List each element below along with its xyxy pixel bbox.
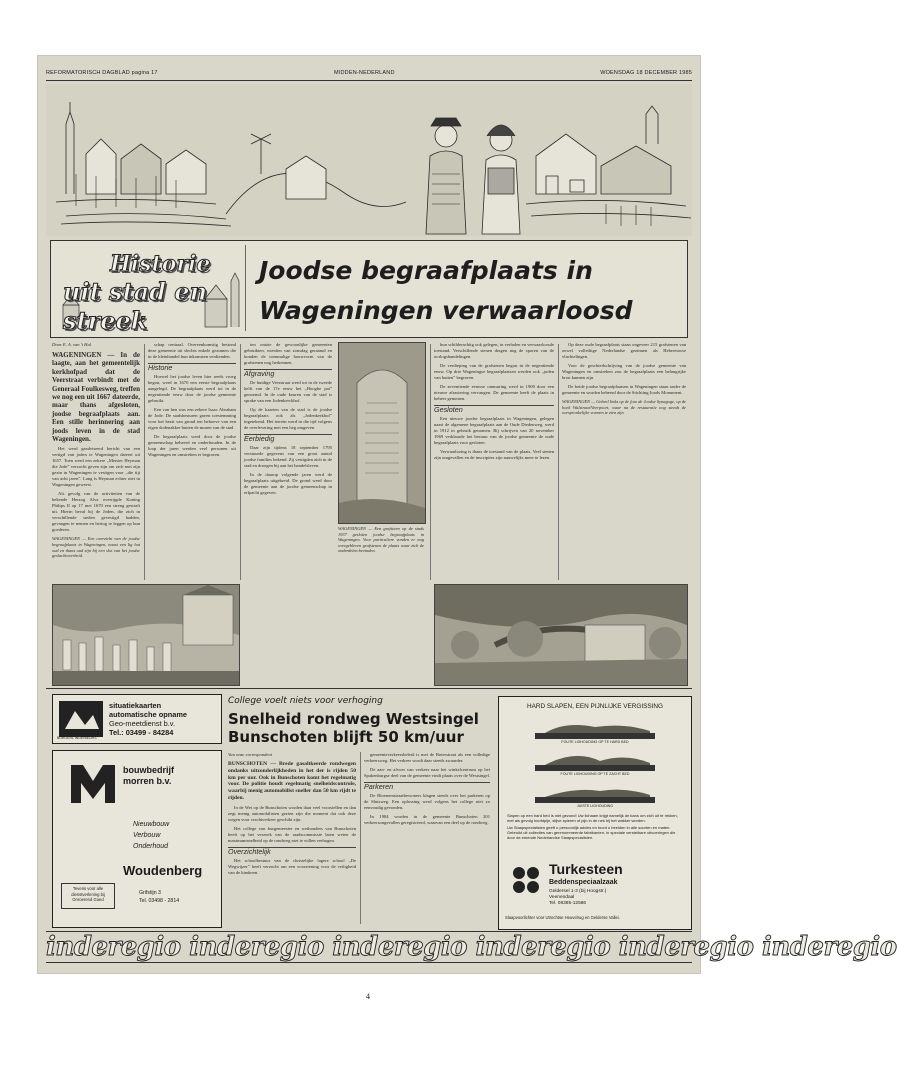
- ad-morren: [52, 750, 222, 928]
- morren-service: Nieuwbouw: [133, 821, 170, 828]
- turkesteen-city: Veenendaal: [549, 895, 575, 900]
- article2-headline-line2: Bunschoten blijft 50 km/uur: [228, 728, 464, 746]
- column-separator: [144, 344, 145, 580]
- article-col-2: [148, 342, 236, 582]
- column-separator: [558, 344, 559, 580]
- article2-p3: Het schoolbestuur van de christelijke lagere school „De Wegwijzer” heeft verzocht om een voorziening voor de veiligheid van de kinderen.: [228, 857, 356, 875]
- article-col-6: [562, 342, 686, 582]
- morren-logo-icon: [69, 761, 117, 805]
- sleep-posture-illustration: [525, 715, 665, 811]
- turkesteen-sub: Beddenspeciaalzaak: [549, 879, 618, 886]
- morren-contact: [139, 889, 179, 905]
- section-rule: [46, 688, 692, 689]
- article2-p2: Het college van burgemeester en wethouders van Bunschoten heeft op het verzoek van de raadscommissie laten weten de maximumsnelheid op de rondweg niet te willen verhogen.: [228, 825, 356, 843]
- article2-kicker: College voelt niets voor verhoging: [228, 696, 383, 706]
- morren-service: Onderhoud: [133, 843, 169, 850]
- main-headline: [259, 251, 679, 331]
- column-separator: [360, 752, 361, 924]
- gravestone-image: [339, 343, 425, 523]
- article-col-5: [434, 342, 554, 582]
- article-col-3: [244, 342, 332, 682]
- headline-line2: Wageningen verwaarloosd: [259, 296, 633, 325]
- slapen-body: [507, 813, 683, 840]
- synagogue-image: [435, 585, 687, 685]
- article-p16: Verwaarlozing is thans de toestand van de plaats. Veel stenen zijn omgevallen en de inscripties zijn nauwelijks meer te lezen.: [434, 449, 554, 460]
- geo-logo-icon: [59, 701, 103, 737]
- geo-logo-caption: BURGERL INGENIEURS: [57, 736, 97, 740]
- header-rule: [46, 80, 692, 81]
- slapen-title: HARD SLAPEN, EEN PIJNLIJKE VERGISSING: [526, 703, 664, 710]
- photo-caption-3: WAGENINGEN — Gebeel links op de foto de Joodse Synagoge, op de hoek Walstraat/Veerpoort, waar na de restauratie nog steeds de oorspronkelijke vormen te zien zijn.: [562, 399, 686, 416]
- gravestone-photo: [338, 342, 426, 524]
- article-p2: Als gevolg van de activiteiten van de bekende Herzog Alva overrijgde Koning Philips II op 17 mei 1670 een streng gestraft uit. Hierin beval hij de Joden, die zich in verschillende steden gevestigd hadden, gevangen te nemen en hertog te leggen op hun goederen.: [52, 491, 140, 533]
- geo-line2: automatische opname: [109, 710, 188, 719]
- regio-footer-band: inderegio inderegio inderegio inderegio inderegio inderegio: [46, 932, 897, 962]
- page-number: 4: [366, 992, 370, 1001]
- slapen-body1: Slapen op een hard bed is niet gezond! Uw lichaam krijgt namelijk de kans om zich uit te rekken, met als gevolg hoofdpijn, stijve spieren of pijn in de nek bij het wakker worden.: [507, 813, 678, 823]
- header-right: WOENSDAG 18 DECEMBER 1985: [600, 70, 692, 76]
- article-p15: Een nieuwe joodse begraafplaats in Wageningen, gelegen naast de algemene begraafplaats aan de Oude Diedenweg, werd in 1912 in gebruik genomen. Bij schrijven van 20 november 1969 verklaarde het bestuur van de joodse gemeente de oude begraafplaats voor gesloten.: [434, 416, 554, 445]
- slapen-body2: Uw Slaapspecialisten geeft u persoonlijk advies en toont u beelden in alle soorten en maten. Gebruikt uit collecties van gerenommeerde fabrikanten, in speciale verstelbare uitvoeringen die door de erkende Nederlandse Slaapspecialisten.: [507, 825, 676, 840]
- turkesteen-phone: Tel. 08385-12586: [549, 901, 587, 906]
- article2-p5: De aan- en afvoer van verkeer naar het winkelcentrum op het Spakenburgse deel van de gemeente vindt plaats over de Westsingel.: [364, 767, 491, 778]
- article-p12: hun schilderachtig ook gelegen, in verhalen en verwaarloosde toestand. Verschillende stenen dragen nog de sporen van de oorlogshandelingen.: [434, 342, 554, 359]
- article-p1: Het werd geadviseerd bericht van een vertigd van joden te Wageningen dateert uit 1657. Toen werd een zekere „Meister Heyman die Jode” verzocht geven zijn om zich met zijn gezin in Wageningen te vestigen voor „die tijt van acht jaren”. Lang is Heyman echter niet in Wageningen geweest.: [52, 446, 140, 488]
- article2-col-2: [364, 752, 490, 926]
- slapen-label2: FOUTE LIGHOUDING OP TE ZACHT BED: [560, 772, 630, 776]
- article2-lead: BUNSCHOTEN — Brede gasaltkeerde rondwegen ondanks uitzonderlijkheden in het der is rijden 50 km per uur. Ook in Bunschoten komt het regelmatig voor. De politie houdt regelmatig snelheidscontrole, waarbij menig automobilist sneller dan 50 km rijdt te rijden.: [228, 761, 356, 801]
- cemetery-photo: [52, 584, 240, 686]
- page-header: [38, 70, 700, 80]
- turkesteen-address: Geldersel 1-3 (bij Hoogstr.): [549, 889, 607, 894]
- rubric-logo: [55, 245, 246, 335]
- slapen-label1: FOUTE LIGHOUDING OP TE HARD BED: [561, 740, 629, 744]
- article-lead: WAGENINGEN — In de laagte, aan het gemeentelijk kerkhofpad dat de Veerstraat verbindt met de Generaal Foulkesweg, treffen we nog een uit 1667 dateerde, maar thans afgesloten, joodse begraafplaats aan. Een stille herinnering aan joods leven in de stad Wageningen.: [52, 351, 140, 444]
- newspaper-page: [38, 56, 897, 973]
- slapen-label3: JUISTE LIGHOUDING: [576, 804, 614, 808]
- geo-text: [109, 701, 187, 737]
- turkesteen-name: Turkesteen: [549, 861, 623, 877]
- banner-illustration: [46, 84, 692, 236]
- photo-caption-2: WAGENINGEN — Een grafsteen op de sinds 1937 gesloten joodse begraafplaats in Wageningen. Voor particuliere vonden er nog overgebleven grafstenen de plaats waar zich de onderdelen bevinden.: [338, 526, 424, 554]
- article-p7: ten ontzie de gewoonlijke gemeenten gebruikten, wierden van zonsdag geraamd en konden de toenmalige bouwvorm van de grafstenen nog herkennen.: [244, 342, 332, 365]
- photo-caption-2-box: [338, 526, 424, 582]
- article-p6: De begraafplaats werd door de joodse gemeenschap beheerd en onderhouden. In de loop der jaren werden veel personen uit Wageningen en omstreken er begraven.: [148, 434, 236, 457]
- article2-p4: gemeenteverkeersbeleid is met de Boterstraat als een volledige verkeersweg. Het verkeer wordt daar steeds zwaarder.: [364, 752, 490, 763]
- article-p10: Daar zijn tijdens 18 september 1795 verstuurde gegevens van een groot aantal joodse families bekend. Zij vestigden zich in de stad en droegen bij aan het handelsleven.: [244, 445, 332, 468]
- article-p18: Voor de geschiedschrijving van de joodse gemeente van Wageningen en omstreken zou de begraafplaats een belangrijke bron kunnen zijn.: [562, 363, 686, 380]
- morren-service: Verbouw: [133, 832, 161, 839]
- article-p17: Op deze oude begraafplaats staan ongeveer 215 grafstenen van zowel vollediige Nederlandse gezinnen als Hebreeuwse vluchtelingen.: [562, 342, 686, 359]
- morren-services: [133, 819, 169, 852]
- morren-phone: Tel. 03498 - 2814: [139, 898, 180, 904]
- headline-line1: Joodse begraafplaats in: [259, 256, 593, 285]
- ad-geo-meetdienst: [52, 694, 222, 744]
- geo-line1: situatiekaarten: [109, 701, 162, 710]
- article-p5: Een van hen was een zekere Isaac Abraham de Jode. De stadsbesturen gaven toestemming voor het bezit van grond ten behoeve van een eigen dodenakker buiten de muren van de stad.: [148, 407, 236, 430]
- subhead-parkeren: Parkeren: [364, 782, 490, 790]
- subhead-overzichtelijk: Overzichtelijk: [228, 847, 356, 855]
- article-p14: De zeventiende eeuwse ommuring werd in 1900 door een nieuwe afrastering vervangen. De gemeente heeft de plaats in beheer genomen.: [434, 384, 554, 401]
- morren-note: Tevens voor alle dienstverlening bij Onroerend Goed: [61, 883, 115, 909]
- article-p19: De beide joodse begraafplaatsen in Wageningen staan onder de gemeente en worden beheerd door de Stichting Joods Monument.: [562, 384, 686, 395]
- article2-col-1: [228, 752, 356, 926]
- cemetery-image: [53, 585, 239, 685]
- article-p3: schap centraal. Overeenkomstig bestond deze gemeente uit slechts enkele gezinnen die in de kleinhandel hun inkomsten verdienden.: [148, 342, 236, 359]
- subhead-historie: Historie: [148, 363, 236, 371]
- morren-name-line2: morren b.v.: [123, 776, 172, 786]
- column-separator: [240, 344, 241, 580]
- article2-p6: De Bloemenstraatbewoners klagen steeds over het parkeren op de Sluisweg. Een oplossing werd volgens het college niet zo eenvoudig gevonden.: [364, 793, 490, 810]
- section-title-box: [50, 240, 688, 338]
- turkesteen-logo-icon: [511, 865, 541, 895]
- subhead-gesloten: Gesloten: [434, 405, 554, 413]
- article2-byline: Van onze correspondent: [228, 752, 272, 757]
- article-byline: Door E. A. van 't Hul: [52, 342, 92, 347]
- geo-company: Geo-meetdienst b.v.: [109, 719, 175, 728]
- article2-p1: In de Wet op de Bunschoten worden daar veel voorstellen en dan zegt menig automobilisten gezien zijn die moment dat ook deze wegen voor vrachtverkeer geschikt zijn.: [228, 804, 356, 822]
- rubric-line1: Historie: [110, 251, 211, 277]
- turkesteen-footer: Slaapvoorlichter voor Utrechtse Heuvelrug en Gelderse Vallei.: [505, 915, 620, 920]
- subhead-afgraving: Afgraving: [244, 369, 332, 377]
- geo-phone: Tel.: 03499 - 84284: [109, 728, 174, 737]
- article-p8: De huidige Veerstraat werd tot in de tweede helft van de 17e eeuw het „Hooghe pat” genoemd. In de oude keuren van de stad is sprake van een Jodenkerckhof.: [244, 380, 332, 403]
- turkesteen-address-block: [549, 889, 606, 907]
- article2-p7: In 1984 worden in de gemeente Bunschoten 201 verkeersongevallen geregistreerd, waarvan een deel op de rondweg.: [364, 814, 490, 825]
- ad-turkesteen: [498, 696, 692, 930]
- photo-caption-1: WAGENINGEN — Een overzicht van de joodse begraafplaats in Wageningen, naast een lig hat oud en thans oud zijn bij een slot van het joodse geslachtoverheid.: [52, 536, 140, 559]
- article2-headline-line1: Snelheid rondweg Westsingel: [228, 710, 479, 728]
- subhead-eerbiedig: Eerbiedig: [244, 434, 332, 442]
- header-left: REFORMATORISCH DAGBLAD pagina 17: [46, 70, 158, 76]
- article-p11: In de daarop volgende jaren werd de begraafplaats uitgebreid. De grond werd door de gemeente aan de joodse gemeenschap in erfpacht gegeven.: [244, 472, 332, 495]
- morren-street: Grifstijn 3: [139, 890, 161, 896]
- article-p9: Op de kaarten van de stad is de joodse begraafplaats ook als „Jodenkerkhof” ingetekend. Het terrein werd in die tijd volgens de overlevering met een heg omgeven.: [244, 407, 332, 430]
- morren-name-line1: bouwbedrijf: [123, 765, 174, 775]
- article-p4: Hoewel het joodse leven hier reeds vroeg begon, werd in 1670 een eerste begraafplaats aangelegd. De begraafplaats werd tot in de negentiende eeuw door de joodse gemeente gebruikt.: [148, 374, 236, 403]
- article2-headline: [228, 710, 488, 746]
- article-p13: De verdieping van de grafstenen begon in de negentiende eeuw. Op drie Wageningse begraafplaatsen werden ook „joden van buiten” begraven.: [434, 363, 554, 380]
- header-center: MIDDEN-NEDERLAND: [334, 70, 395, 76]
- article-col-1: [52, 342, 140, 582]
- morren-town: Woudenberg: [123, 863, 203, 878]
- rubric-line2: uit stad en streek: [63, 277, 208, 335]
- column-separator: [430, 344, 431, 580]
- synagogue-photo: [434, 584, 688, 686]
- morren-name: [123, 765, 174, 787]
